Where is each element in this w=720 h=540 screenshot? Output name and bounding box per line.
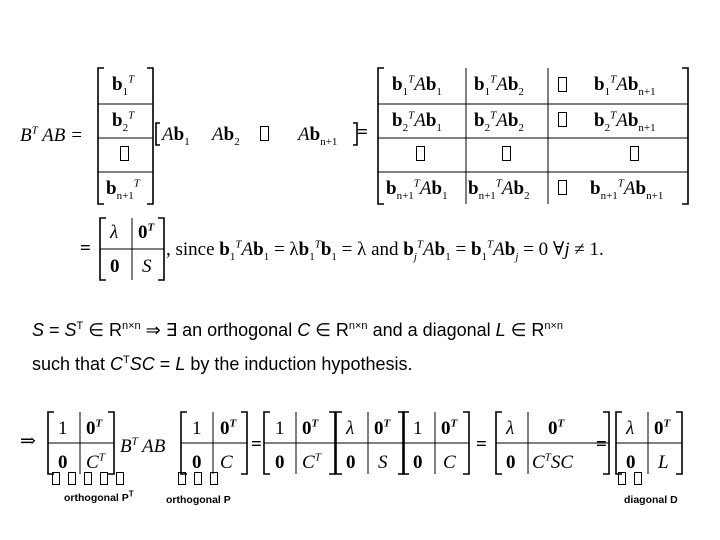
- cell-2-n1: $b_2^TAb_{n+1}$: [594, 109, 656, 134]
- lhs-expression: $B^T$ AB =: [20, 124, 83, 146]
- equals-sign: =: [596, 434, 607, 455]
- entry-l: L: [658, 452, 669, 473]
- entry-zero-t: $0^T$: [86, 417, 103, 439]
- ellipsis-placeholder: [558, 77, 567, 95]
- zero-vector: 0: [110, 256, 120, 277]
- cell-1-1: $b_1^TAb_1$: [392, 73, 442, 98]
- entry-c-t: $C^T$: [86, 451, 105, 473]
- cell-n1-n1: $b_{n+1}^TAb_{n+1}$: [590, 177, 664, 202]
- underbrace-placeholders: [52, 470, 124, 488]
- col-entry-n1: $b_{n+1}^T$: [106, 177, 140, 202]
- entry-zero-t: $0^T$: [441, 417, 458, 439]
- entry-zero: 0: [192, 452, 202, 473]
- row-entry-2: $Ab_2$: [212, 124, 240, 148]
- entry-one: 1: [275, 418, 285, 439]
- col-entry-2: $b_2^T$: [112, 109, 135, 134]
- entry-lambda: λ: [346, 418, 355, 439]
- cell-1-n1: $b_1^TAb_{n+1}$: [594, 73, 656, 98]
- entry-c-t: $C^T$: [302, 451, 321, 473]
- lambda: λ: [110, 222, 119, 243]
- ellipsis-placeholder: [416, 146, 425, 164]
- cell-2-1: $b_2^TAb_1$: [392, 109, 442, 134]
- btab-expression: $B^T$ AB: [120, 435, 166, 457]
- equals-sign: =: [476, 434, 487, 455]
- underbrace-placeholders: [618, 470, 642, 488]
- cell-2-2: $b_2^TAb_2$: [474, 109, 524, 134]
- entry-lambda: λ: [506, 418, 515, 439]
- entry-zero: 0: [413, 452, 423, 473]
- equals-sign: =: [251, 434, 262, 455]
- col-entry-1: $b_1^T$: [112, 73, 135, 98]
- entry-lambda: λ: [626, 418, 635, 439]
- entry-s: S: [378, 452, 388, 473]
- entry-c: C: [220, 452, 233, 473]
- entry-ctsc: $C^TSC$: [532, 451, 573, 473]
- entry-zero-t: $0^T$: [220, 417, 237, 439]
- caption-diagonal-d: diagonal D: [624, 494, 678, 506]
- entry-one: 1: [413, 418, 423, 439]
- entry-zero-t: $0^T$: [654, 417, 671, 439]
- entry-zero: 0: [346, 452, 356, 473]
- equals-sign: =: [357, 122, 368, 143]
- entry-zero-t: $0^T$: [302, 417, 319, 439]
- ellipsis-placeholder: [558, 180, 567, 198]
- implies-symbol: ⇒: [20, 431, 36, 452]
- ellipsis-placeholder: [120, 146, 129, 164]
- entry-zero: 0: [275, 452, 285, 473]
- entry-zero-t: $0^T$: [548, 417, 565, 439]
- equals-sign: =: [80, 238, 91, 259]
- zero-vector-t: $0^T$: [138, 221, 155, 243]
- entry-zero: 0: [626, 452, 636, 473]
- row-entry-n1: $Ab_{n+1}$: [298, 124, 338, 148]
- caption-orthogonal-pt: orthogonal $P^T$: [64, 489, 134, 504]
- sentence-line-1: $S = S^T$ ∈ $R^{n\times n}$ ⇒ ∃ an orthogonal C ∈ $R^{n\times n}$ and a diagonal L ∈ $R^{n\times n}$: [32, 320, 564, 340]
- entry-zero: 0: [506, 452, 516, 473]
- ellipsis-placeholder: [260, 126, 269, 144]
- entry-c: C: [443, 452, 456, 473]
- since-text: , since $b_1^TAb_1 = \lambda b_1^Tb_1 = \lambda$ and $b_j^TAb_1 = b_1^TAb_j = 0$ ∀j ≠ 1.: [166, 238, 604, 263]
- entry-one: 1: [192, 418, 202, 439]
- row-entry-1: $Ab_1$: [162, 124, 190, 148]
- cell-n1-2: $b_{n+1}^TAb_2$: [468, 177, 530, 202]
- cell-n1-1: $b_{n+1}^TAb_1$: [386, 177, 448, 202]
- entry-zero: 0: [58, 452, 68, 473]
- entry-one: 1: [58, 418, 68, 439]
- cell-1-2: $b_1^TAb_2$: [474, 73, 524, 98]
- submatrix-s: S: [142, 256, 152, 277]
- ellipsis-placeholder: [502, 146, 511, 164]
- ellipsis-placeholder: [558, 112, 567, 130]
- sentence-line-2: such that $C^TSC = L$ by the induction hypothesis.: [32, 354, 413, 374]
- underbrace-placeholders: [178, 470, 218, 488]
- entry-zero-t: $0^T$: [374, 417, 391, 439]
- ellipsis-placeholder: [630, 146, 639, 164]
- caption-orthogonal-p: orthogonal P: [166, 494, 231, 506]
